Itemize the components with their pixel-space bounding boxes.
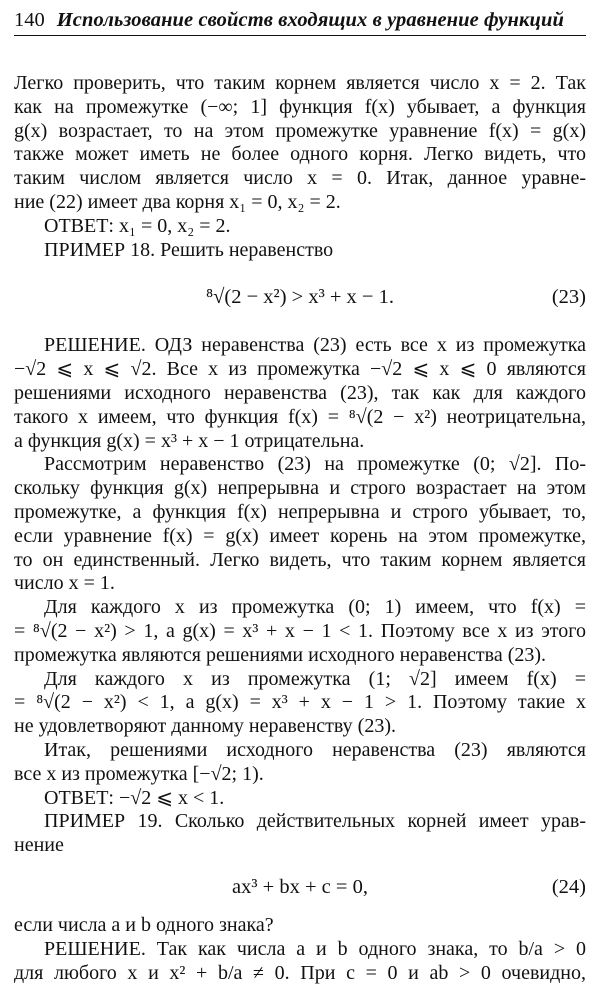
text-line: g(x) возрастает, то на этом промежутке уравнение f(x) = g(x) xyxy=(14,119,586,142)
formula-24 xyxy=(14,872,586,902)
text-line: ние (22) имеет два корня x₁ = 0, x₂ = 2. xyxy=(14,190,341,213)
text-line: ОТВЕТ: −√2 ⩽ x < 1. xyxy=(44,786,225,809)
text-line: также может иметь не более одного корня. Легко видеть, что xyxy=(14,143,586,166)
formula-number: (24) xyxy=(551,875,586,898)
text-line: Для каждого x из промежутка (0; 1) имеем, что f(x) = xyxy=(44,596,586,619)
text-line: не удовлетворяют данному неравенству (23). xyxy=(14,715,396,738)
formula-23 xyxy=(14,282,586,312)
text-line: промежутке, а функция f(x) непрерывна и строго убывает, то, xyxy=(14,500,586,523)
paragraph-intro xyxy=(14,72,586,215)
text-line: таким числом является число x = 0. Итак, данное уравне- xyxy=(14,167,586,190)
text-line: ПРИМЕР 19. Сколько действительных корней имеет урав- xyxy=(44,810,586,833)
text-line: число x = 1. xyxy=(14,572,115,595)
example-19-heading xyxy=(14,810,586,858)
text-line: промежутка являются решениями исходного неравенства (23). xyxy=(14,643,547,666)
formula-number: (23) xyxy=(551,286,586,309)
text-line: Итак, решениями исходного неравенства (23) являются xyxy=(44,738,586,761)
formula-expression: ax³ + bx + c = 0, xyxy=(232,875,368,898)
text-line: скольку функция g(x) непрерывна и строго возрастает на этом xyxy=(14,477,586,500)
solution-18-p2 xyxy=(14,453,586,596)
answer-22 xyxy=(14,215,586,239)
running-header xyxy=(14,6,586,34)
text-line: Легко проверить, что таким корнем является число x = 2. Так xyxy=(14,72,586,94)
example-18-heading xyxy=(14,239,586,263)
text-line: −√2 ⩽ x ⩽ √2. Все x из промежутка −√2 ⩽ x ⩽ 0 являются xyxy=(14,358,586,381)
text-line: такого x имеем, что функция f(x) = ⁸√(2 − x²) неотрицательна, xyxy=(14,405,586,428)
solution-18-p3 xyxy=(14,596,586,667)
text-line: для любого x и x² + b/a ≠ 0. При c = 0 и ab > 0 очевидно, xyxy=(14,961,586,984)
text-line: РЕШЕНИЕ. Так как числа a и b одного знака, то b/a > 0 xyxy=(44,937,586,960)
running-title: Использование свойств входящих в уравнение функций xyxy=(56,9,564,31)
book-page xyxy=(14,6,586,985)
example-19-condition xyxy=(14,914,586,938)
text-line: все x из промежутка [−√2; 1). xyxy=(14,762,264,785)
text-line: если уравнение f(x) = g(x) имеет корень на этом промежутке, xyxy=(14,524,586,547)
answer-23 xyxy=(14,787,586,811)
text-line: = ⁸√(2 − x²) < 1, а g(x) = x³ + x − 1 > 1. Поэтому такие x xyxy=(14,691,586,714)
text-line: то он единственный. Легко видеть, что таким корнем является xyxy=(14,548,586,571)
solution-18-p1 xyxy=(14,334,586,453)
text-line: Для каждого x из промежутка (1; √2] имеем f(x) = xyxy=(44,667,586,690)
page-number: 140 xyxy=(14,9,45,31)
solution-18-conclusion xyxy=(14,739,586,787)
text-line: ПРИМЕР 18. Решить неравенство xyxy=(44,238,334,261)
text-line: решениями исходного неравенства (23), так как для каждого xyxy=(14,381,586,404)
text-line: нение xyxy=(14,834,64,857)
text-line: как на промежутке (−∞; 1] функция f(x) убывает, а функция xyxy=(14,95,586,118)
text-line: РЕШЕНИЕ. ОДЗ неравенства (23) есть все x из промежутка xyxy=(44,334,586,357)
solution-18-p4 xyxy=(14,668,586,739)
formula-expression: ⁸√(2 − x²) > x³ + x − 1. xyxy=(206,286,394,309)
text-line: а функция g(x) = x³ + x − 1 отрицательна. xyxy=(14,429,365,452)
text-line: если числа a и b одного знака? xyxy=(14,913,274,936)
text-line: Рассмотрим неравенство (23) на промежутке (0; √2]. По- xyxy=(44,453,586,476)
solution-19-p1 xyxy=(14,938,586,986)
text-line: ОТВЕТ: x₁ = 0, x₂ = 2. xyxy=(44,214,231,237)
text-line: = ⁸√(2 − x²) > 1, а g(x) = x³ + x − 1 < 1. Поэтому все x из этого xyxy=(14,619,586,642)
header-rule xyxy=(14,35,586,36)
